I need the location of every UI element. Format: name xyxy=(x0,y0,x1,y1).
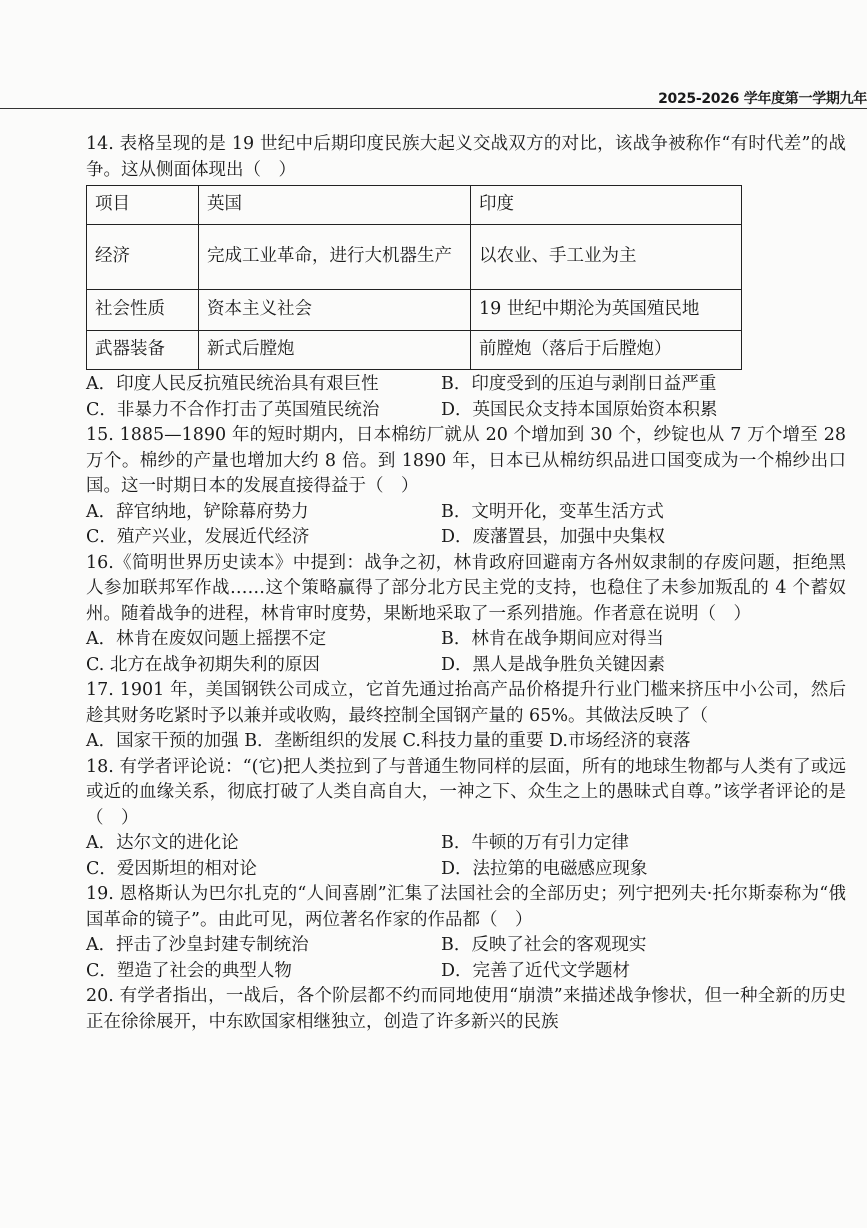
options xyxy=(86,500,846,551)
table-cell: 新式后膛炮 xyxy=(199,331,471,370)
question-16 xyxy=(86,551,846,679)
option-d[interactable]: D．废藩置县，加强中央集权 xyxy=(441,527,666,547)
option-a[interactable]: A．林肯在废奴问题上摇摆不定 xyxy=(86,629,327,649)
question-15 xyxy=(86,423,846,551)
question-20 xyxy=(86,984,846,1035)
options xyxy=(86,933,846,984)
options xyxy=(86,372,846,423)
option-d[interactable]: D．英国民众支持本国原始资本积累 xyxy=(441,399,718,420)
table-row xyxy=(87,225,742,290)
table-cell: 前膛炮（落后于后膛炮） xyxy=(471,331,742,370)
option-b[interactable]: B．反映了社会的客观现实 xyxy=(441,935,647,955)
options xyxy=(86,831,846,882)
question-19 xyxy=(86,882,846,984)
question-stem: 18. 有学者评论说：“(它)把人类拉到了与普通生物同样的层面，所有的地球生物都与人类有了或远或近的血缘关系，彻底打破了人类自高自大，一神之下、众生之上的愚昧式自尊。”该学者评论的是（ ） xyxy=(86,756,846,828)
table-cell: 以农业、手工业为主 xyxy=(471,225,742,290)
table-cell: 经济 xyxy=(87,225,199,290)
table-cell: 社会性质 xyxy=(87,290,199,331)
option-c[interactable]: C．殖产兴业，发展近代经济 xyxy=(86,527,310,547)
option-a[interactable]: A．抨击了沙皇封建专制统治 xyxy=(86,935,309,955)
options xyxy=(86,627,846,678)
option-a[interactable]: A．印度人民反抗殖民统治具有艰巨性 xyxy=(86,374,379,394)
exam-header: 2025-2026 学年度第一学期九年 xyxy=(658,91,867,107)
option-d[interactable]: D．法拉第的电磁感应现象 xyxy=(441,858,648,879)
table-row xyxy=(87,331,742,370)
option-d[interactable]: D．黑人是战争胜负关键因素 xyxy=(441,654,666,675)
table-header-cell: 英国 xyxy=(199,186,471,225)
table-header-row xyxy=(87,186,742,225)
comparison-table xyxy=(86,185,742,370)
question-stem: 20. 有学者指出，一战后，各个阶层都不约而同地使用“崩溃”来描述战争惨状，但一种全新的历史正在徐徐展开，中东欧国家相继独立，创造了许多新兴的民族 xyxy=(86,986,846,1032)
exam-content xyxy=(86,132,846,1035)
option-c[interactable]: C. 北方在战争初期失利的原因 xyxy=(86,654,320,675)
question-stem: 19. 恩格斯认为巴尔扎克的“人间喜剧”汇集了法国社会的全部历史；列宁把列夫·托尔斯泰称为“俄国革命的镜子”。由此可见，两位著名作家的作品都（ ） xyxy=(86,884,846,930)
option-a[interactable]: A．辞官纳地，铲除幕府势力 xyxy=(86,501,309,522)
question-stem: 15. 1885—1890 年的短时期内，日本棉纺厂就从 20 个增加到 30 个，纱锭也从 7 万个增至 28 万个。棉纱的产量也增加大约 8 倍。到 1890 年，日本已从棉纺织品进口国变成为一个棉纱出口国。这一时期日本的发展直接得益于（ ） xyxy=(86,425,846,496)
option-b[interactable]: B．牛顿的万有引力定律 xyxy=(441,833,629,853)
table-cell: 19 世纪中期沦为英国殖民地 xyxy=(471,290,742,331)
option-a[interactable]: A．达尔文的进化论 xyxy=(86,833,239,853)
question-stem: 14. 表格呈现的是 19 世纪中后期印度民族大起义交战双方的对比，该战争被称作“有时代差”的战争。这从侧面体现出（ ） xyxy=(86,134,846,180)
option-b[interactable]: B．文明开化，变革生活方式 xyxy=(441,501,664,522)
table-header-cell: 印度 xyxy=(471,186,742,225)
table-row xyxy=(87,290,742,331)
table-header-cell: 项目 xyxy=(87,186,199,225)
option-b[interactable]: B．印度受到的压迫与剥削日益严重 xyxy=(441,374,717,394)
question-17 xyxy=(86,678,846,755)
option-d[interactable]: D．完善了近代文学题材 xyxy=(441,960,631,981)
options-line[interactable]: A．国家干预的加强 B．垄断组织的发展 C.科技力量的重要 D.市场经济的衰落 xyxy=(86,731,691,751)
table-cell: 资本主义社会 xyxy=(199,290,471,331)
question-14 xyxy=(86,132,846,423)
option-c[interactable]: C．爱因斯坦的相对论 xyxy=(86,858,257,879)
option-c[interactable]: C．塑造了社会的典型人物 xyxy=(86,960,292,981)
table-cell: 完成工业革命，进行大机器生产 xyxy=(199,225,471,290)
table-cell: 武器装备 xyxy=(87,331,199,370)
option-c[interactable]: C．非暴力不合作打击了英国殖民统治 xyxy=(86,399,380,420)
option-b[interactable]: B．林肯在战争期间应对得当 xyxy=(441,629,664,649)
question-18 xyxy=(86,755,846,883)
question-stem: 17. 1901 年，美国钢铁公司成立，它首先通过抬高产品价格提升行业门槛来挤压中小公司，然后趁其财务吃紧时予以兼并或收购，最终控制全国钢产量的 65%。其做法反映了（ xyxy=(86,680,846,726)
question-stem: 16.《简明世界历史读本》中提到：战争之初，林肯政府回避南方各州奴隶制的存废问题，拒绝黑人参加联邦军作战……这个策略赢得了部分北方民主党的支持，也稳住了未参加叛乱的 4 个蓄奴州。随着战争的进程，林肯审时度势，果断地采取了一系列措施。作者意在说明（ ） xyxy=(86,552,846,624)
